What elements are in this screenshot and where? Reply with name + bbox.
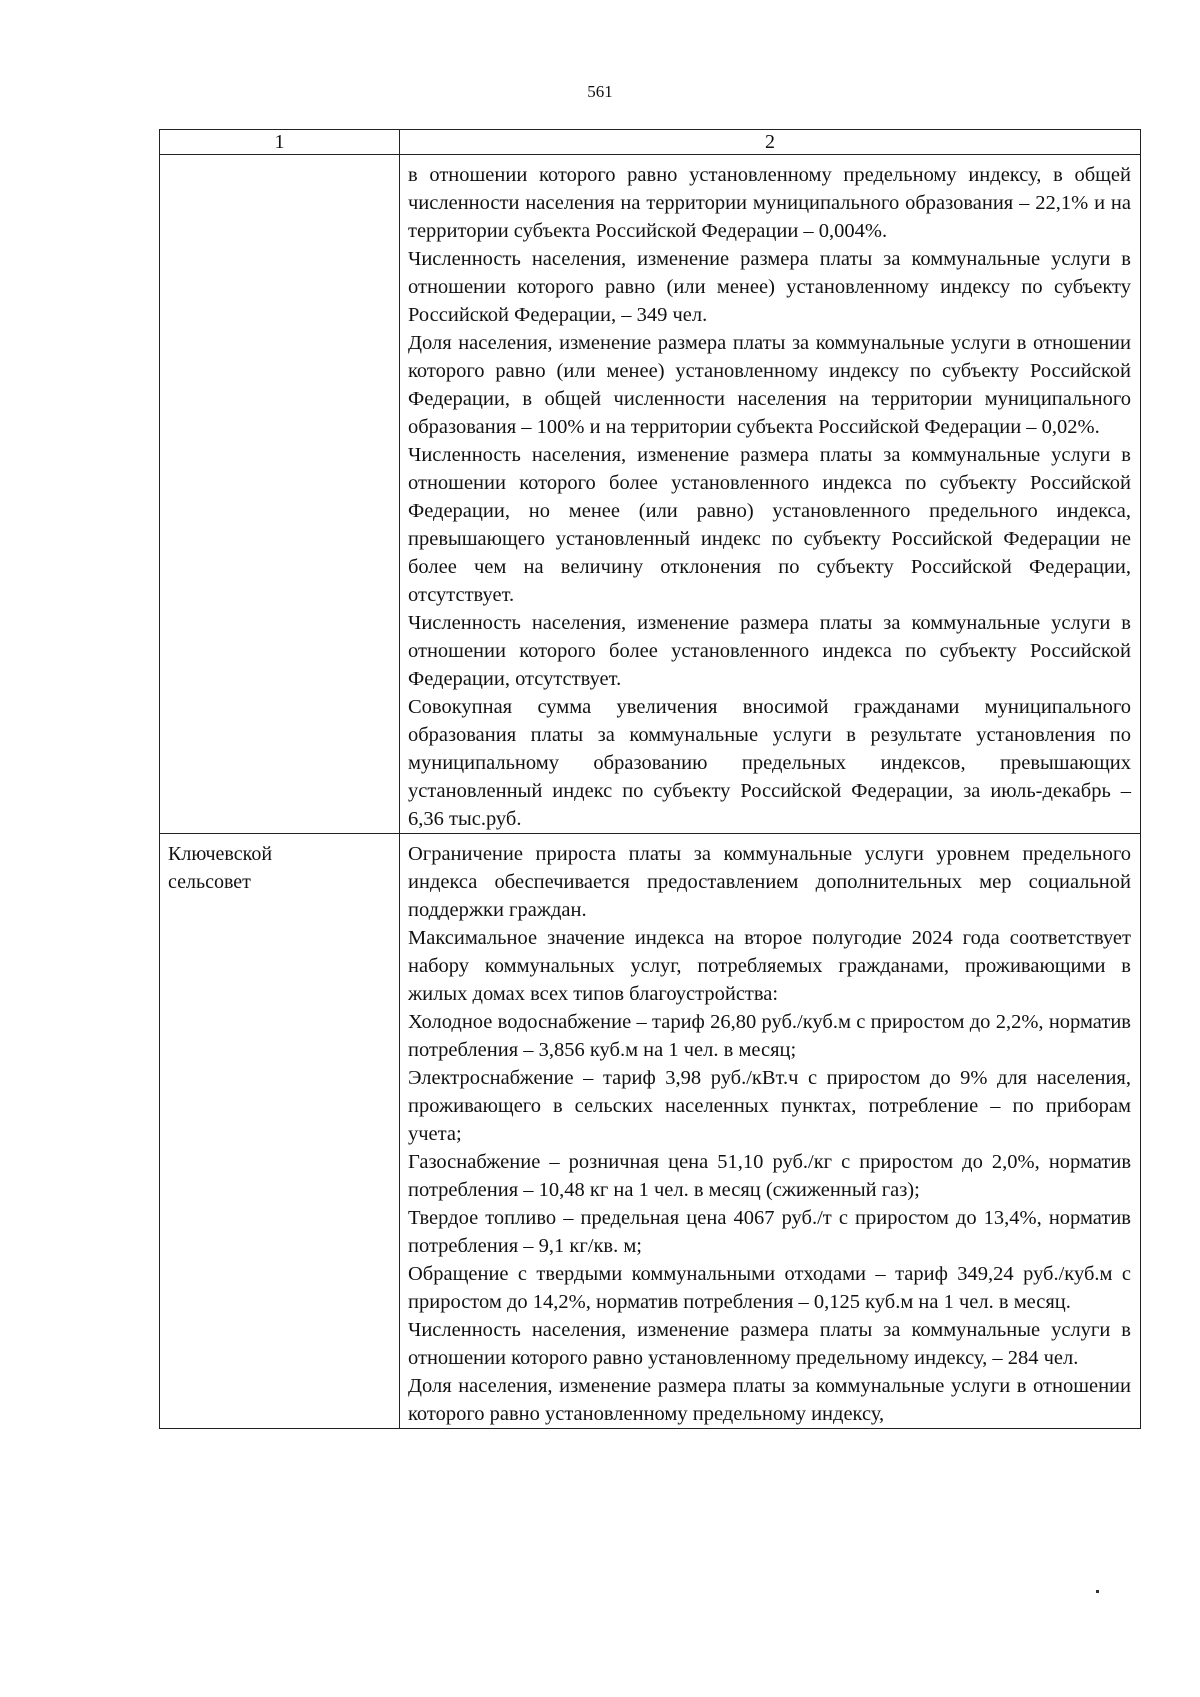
municipality-name-cell [160, 834, 400, 1429]
description-paragraph: Максимальное значение индекса на второе полугодие 2024 года соответствует набору коммунальных услуг, потребляемых гражданами, проживающими в жилых домах всех типов благоустройства: [408, 927, 1131, 1005]
description-paragraph: Газоснабжение – розничная цена 51,10 руб./кг с приростом до 2,0%, норматив потребления – 10,48 кг на 1 чел. в месяц (сжиженный газ); [408, 1151, 1131, 1201]
description-paragraph: Совокупная сумма увеличения вносимой гражданами муниципального образования платы за коммунальные услуги в результате установления по муниципальному образованию предельных индексов, превышающих установленный индекс по субъекту Российской Федерации, за июль-декабрь – 6,36 тыс.руб. [408, 696, 1131, 830]
description-paragraph: Твердое топливо – предельная цена 4067 руб./т с приростом до 13,4%, норматив потребления – 9,1 кг/кв. м; [408, 1207, 1131, 1257]
description-paragraph: в отношении которого равно установленному предельному индексу, в общей численности населения на территории муниципального образования – 22,1% и на территории субъекта Российской Федерации – 0,004%. [408, 164, 1131, 242]
table-row [160, 834, 1141, 1429]
table-row [160, 155, 1141, 834]
page-number: 561 [587, 82, 613, 101]
description-paragraph: Численность населения, изменение размера платы за коммунальные услуги в отношении которого равно (или менее) установленному индексу по субъекту Российской Федерации, – 349 чел. [408, 248, 1131, 326]
column-header-1: 1 [160, 130, 400, 155]
description-cell [400, 834, 1141, 1429]
column-header-2: 2 [400, 130, 1141, 155]
description-paragraph: Численность населения, изменение размера платы за коммунальные услуги в отношении которого более установленного индекса по субъекту Российской Федерации, но менее (или равно) установленного предельного индекса, превышающего установленный индекс по субъекту Российской Федерации не более чем на величину отклонения по субъекту Российской Федерации, отсутствует. [408, 444, 1131, 606]
description-paragraph: Численность населения, изменение размера платы за коммунальные услуги в отношении которого более установленного индекса по субъекту Российской Федерации, отсутствует. [408, 612, 1131, 690]
description-cell [400, 155, 1141, 834]
description-paragraph: Ограничение прироста платы за коммунальные услуги уровнем предельного индекса обеспечивается предоставлением дополнительных мер социальной поддержки граждан. [408, 843, 1131, 921]
scan-mark [1096, 1590, 1099, 1593]
table-header-row [160, 130, 1141, 155]
description-paragraph: Доля населения, изменение размера платы за коммунальные услуги в отношении которого равно (или менее) установленному индексу по субъекту Российской Федерации, в общей численности населения на территории муниципального образования – 100% и на территории субъекта Российской Федерации – 0,02%. [408, 332, 1131, 438]
description-paragraph: Численность населения, изменение размера платы за коммунальные услуги в отношении которого равно установленному предельному индексу, – 284 чел. [408, 1319, 1131, 1369]
description-paragraph: Электроснабжение – тариф 3,98 руб./кВт.ч с приростом до 9% для населения, проживающего в сельских населенных пунктах, потребление – по приборам учета; [408, 1067, 1131, 1145]
description-paragraph: Холодное водоснабжение – тариф 26,80 руб./куб.м с приростом до 2,2%, норматив потребления – 3,856 куб.м на 1 чел. в месяц; [408, 1011, 1131, 1061]
description-paragraph: Обращение с твердыми коммунальными отходами – тариф 349,24 руб./куб.м с приростом до 14,2%, норматив потребления – 0,125 куб.м на 1 чел. в месяц. [408, 1263, 1131, 1313]
municipality-name-line: Ключевской [168, 843, 273, 865]
description-paragraph: Доля населения, изменение размера платы за коммунальные услуги в отношении которого равно установленному предельному индексу, [408, 1375, 1131, 1425]
municipality-name-cell [160, 155, 400, 834]
document-table [159, 129, 1141, 1429]
municipality-name-line: сельсовет [168, 871, 251, 893]
